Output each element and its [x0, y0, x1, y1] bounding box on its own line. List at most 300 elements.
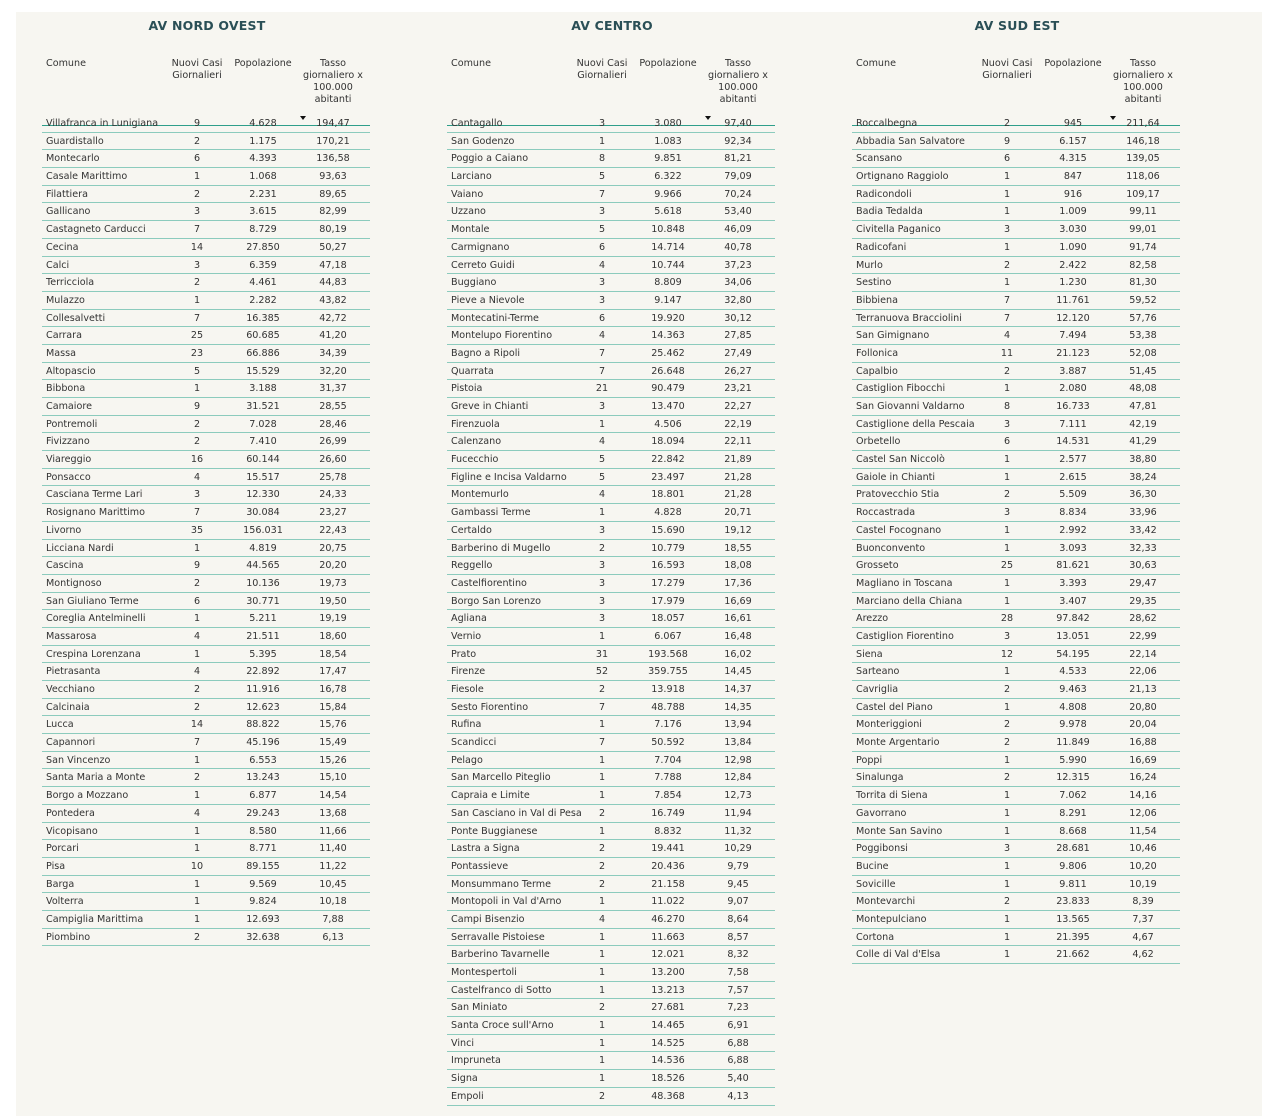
table-row: [447, 133, 775, 151]
cell-comune: Castiglion Fiorentino: [856, 630, 954, 642]
cell-nuovi-casi: 1: [598, 719, 606, 731]
cell-comune: Licciana Nardi: [46, 542, 114, 554]
cell-popolazione: 4.828: [654, 507, 682, 519]
cell-nuovi-casi: 1: [1003, 241, 1011, 253]
cell-nuovi-casi: 3: [598, 118, 606, 129]
cell-popolazione: 7.854: [654, 790, 682, 802]
cell-nuovi-casi: 21: [595, 383, 609, 395]
cell-nuovi-casi: 2: [193, 135, 201, 147]
cell-popolazione: 27.850: [246, 241, 280, 253]
cell-popolazione: 1.083: [654, 135, 682, 147]
cell-tasso: 14,54: [319, 790, 347, 802]
cell-nuovi-casi: 1: [598, 1073, 606, 1085]
table-row: [447, 752, 775, 770]
cell-tasso: 18,55: [724, 542, 752, 554]
cell-popolazione: 15.529: [246, 365, 280, 377]
table-row: [852, 292, 1180, 310]
table-title: AV SUD EST: [974, 18, 1060, 33]
cell-tasso: 29,35: [1129, 595, 1157, 607]
table-row: [42, 557, 370, 575]
cell-tasso: 7,58: [727, 967, 749, 978]
header-popolazione[interactable]: Popolazione: [1044, 58, 1102, 69]
table-row: [852, 203, 1180, 221]
cell-nuovi-casi: 16: [190, 454, 204, 466]
cell-nuovi-casi: 1: [1003, 524, 1011, 536]
cell-tasso: 97,40: [724, 118, 752, 129]
cell-tasso: 52,08: [1129, 347, 1157, 359]
cell-tasso: 15,84: [319, 701, 347, 713]
cell-nuovi-casi: 23: [190, 347, 204, 359]
table-row: [42, 398, 370, 416]
cell-nuovi-casi: 1: [598, 984, 606, 996]
cell-nuovi-casi: 3: [598, 595, 606, 607]
cell-comune: Cavriglia: [856, 684, 899, 695]
cell-comune: Coreglia Antelminelli: [46, 613, 146, 625]
cell-tasso: 10,19: [1129, 878, 1157, 890]
table-row: [447, 929, 775, 947]
cell-comune: Sovicille: [856, 878, 896, 890]
cell-nuovi-casi: 12: [1000, 648, 1014, 660]
cell-nuovi-casi: 10: [190, 860, 204, 872]
cell-tasso: 11,54: [1129, 825, 1157, 837]
table-row: [42, 363, 370, 381]
cell-nuovi-casi: 35: [190, 524, 204, 536]
header-tasso[interactable]: Tasso giornaliero x 100.000 abitanti: [1113, 58, 1173, 105]
cell-popolazione: 2.080: [1059, 383, 1087, 395]
cell-popolazione: 7.494: [1059, 330, 1087, 342]
table-title: AV NORD OVEST: [148, 18, 266, 33]
table-row: [447, 734, 775, 752]
cell-popolazione: 359.755: [648, 666, 688, 678]
cell-tasso: 93,63: [319, 171, 347, 183]
cell-popolazione: 12.330: [246, 489, 280, 501]
cell-tasso: 47,81: [1129, 401, 1157, 412]
table-row: [852, 593, 1180, 611]
cell-nuovi-casi: 1: [193, 613, 201, 625]
table-row: [447, 876, 775, 894]
cell-tasso: 8,57: [727, 931, 749, 943]
cell-tasso: 7,88: [322, 913, 344, 925]
cell-comune: Pontedera: [46, 807, 95, 819]
cell-nuovi-casi: 5: [598, 224, 606, 236]
cell-tasso: 79,09: [724, 171, 752, 183]
cell-popolazione: 3.393: [1059, 577, 1087, 589]
table-row: [42, 734, 370, 752]
table-row: [852, 257, 1180, 275]
cell-nuovi-casi: 4: [193, 666, 201, 678]
cell-popolazione: 8.834: [1059, 507, 1087, 519]
cell-comune: Piombino: [46, 931, 91, 943]
cell-tasso: 28,55: [319, 401, 347, 412]
cell-comune: Casciana Terme Lari: [46, 489, 143, 501]
cell-tasso: 22,99: [1129, 630, 1157, 642]
cell-nuovi-casi: 4: [598, 259, 606, 271]
cell-comune: Roccastrada: [856, 507, 916, 519]
cell-nuovi-casi: 2: [193, 418, 201, 430]
cell-nuovi-casi: 7: [193, 312, 201, 324]
cell-comune: Castagneto Carducci: [46, 224, 146, 236]
cell-tasso: 48,08: [1129, 383, 1157, 395]
cell-nuovi-casi: 1: [1003, 471, 1011, 483]
cell-tasso: 17,47: [319, 666, 347, 678]
cell-tasso: 30,63: [1129, 560, 1157, 572]
cell-popolazione: 11.761: [1056, 294, 1090, 306]
cell-nuovi-casi: 2: [598, 860, 606, 872]
cell-popolazione: 12.315: [1056, 772, 1090, 784]
table-row: [42, 575, 370, 593]
table-row: [447, 699, 775, 717]
cell-popolazione: 6.322: [654, 171, 682, 183]
cell-popolazione: 14.525: [651, 1037, 685, 1049]
cell-popolazione: 193.568: [648, 648, 688, 660]
cell-popolazione: 4.819: [249, 542, 277, 554]
cell-popolazione: 16.385: [246, 312, 280, 324]
cell-comune: Pratovecchio Stia: [856, 489, 940, 501]
cell-comune: Follonica: [856, 347, 899, 359]
cell-popolazione: 6.157: [1059, 135, 1087, 147]
cell-tasso: 38,24: [1129, 471, 1157, 483]
cell-popolazione: 9.811: [1059, 878, 1087, 890]
cell-popolazione: 21.511: [246, 630, 280, 642]
cell-tasso: 18,08: [724, 560, 752, 572]
table-row: [852, 522, 1180, 540]
table-row: [42, 486, 370, 504]
cell-comune: Terricciola: [46, 277, 95, 289]
header-popolazione[interactable]: Popolazione: [639, 58, 697, 69]
cell-tasso: 6,91: [727, 1020, 749, 1032]
cell-popolazione: 14.465: [651, 1020, 685, 1032]
cell-popolazione: 3.615: [249, 206, 277, 218]
table-row: [447, 380, 775, 398]
cell-popolazione: 13.470: [651, 401, 685, 412]
cell-nuovi-casi: 8: [598, 153, 606, 165]
table-row: [852, 946, 1180, 964]
cell-tasso: 7,57: [727, 984, 749, 996]
cell-comune: Scansano: [856, 153, 903, 165]
cell-comune: Vernio: [451, 630, 482, 642]
cell-nuovi-casi: 1: [193, 754, 201, 766]
cell-popolazione: 4.506: [654, 418, 682, 430]
cell-comune: Orbetello: [856, 436, 901, 448]
table-row: [852, 469, 1180, 487]
cell-tasso: 19,12: [724, 524, 752, 536]
table-row: [447, 840, 775, 858]
cell-comune: Carrara: [46, 330, 82, 342]
cell-comune: Calcinaia: [46, 701, 90, 713]
cell-comune: Certaldo: [451, 524, 492, 536]
cell-nuovi-casi: 7: [1003, 294, 1011, 306]
cell-nuovi-casi: 1: [1003, 754, 1011, 766]
cell-comune: Borgo San Lorenzo: [451, 595, 542, 607]
table-row: [42, 433, 370, 451]
header-nuovi-casi[interactable]: Nuovi Casi Giornalieri: [981, 58, 1033, 81]
cell-popolazione: 19.920: [651, 312, 685, 324]
cell-tasso: 80,19: [319, 224, 347, 236]
cell-comune: Quarrata: [451, 365, 494, 377]
cell-popolazione: 13.213: [651, 984, 685, 996]
table-row: [852, 805, 1180, 823]
cell-tasso: 28,46: [319, 418, 347, 430]
cell-tasso: 41,20: [319, 330, 347, 342]
cell-tasso: 92,34: [724, 135, 752, 147]
cell-popolazione: 1.175: [249, 135, 277, 147]
table-row: [447, 310, 775, 328]
cell-comune: Cascina: [46, 560, 84, 572]
header-comune[interactable]: Comune: [46, 58, 86, 69]
cell-popolazione: 8.809: [654, 277, 682, 289]
table-row: [852, 416, 1180, 434]
cell-comune: Altopascio: [46, 365, 96, 377]
cell-popolazione: 5.509: [1059, 489, 1087, 501]
cell-nuovi-casi: 6: [1003, 153, 1011, 165]
cell-tasso: 33,96: [1129, 507, 1157, 519]
cell-nuovi-casi: 4: [1003, 330, 1011, 342]
header-popolazione[interactable]: Popolazione: [234, 58, 292, 69]
cell-nuovi-casi: 1: [598, 630, 606, 642]
table-row: [447, 1035, 775, 1053]
cell-popolazione: 3.093: [1059, 542, 1087, 554]
cell-popolazione: 1.009: [1059, 206, 1087, 218]
cell-tasso: 23,27: [319, 507, 347, 519]
cell-comune: Pisa: [46, 860, 66, 872]
cell-comune: Castelfranco di Sotto: [451, 984, 552, 996]
cell-nuovi-casi: 1: [193, 294, 201, 306]
table-row: [42, 911, 370, 929]
cell-comune: Firenzuola: [451, 418, 500, 430]
cell-popolazione: 20.436: [651, 860, 685, 872]
cell-comune: Santa Croce sull'Arno: [451, 1020, 554, 1032]
header-nuovi-casi[interactable]: Nuovi Casi Giornalieri: [576, 58, 628, 81]
header-tasso[interactable]: Tasso giornaliero x 100.000 abitanti: [303, 58, 363, 105]
cell-nuovi-casi: 1: [598, 931, 606, 943]
cell-tasso: 25,78: [319, 471, 347, 483]
cell-tasso: 22,27: [724, 401, 752, 412]
cell-nuovi-casi: 2: [1003, 684, 1011, 695]
table-row: [447, 805, 775, 823]
cell-popolazione: 2.422: [1059, 259, 1087, 271]
cell-popolazione: 12.021: [651, 949, 685, 961]
table-row: [447, 610, 775, 628]
cell-comune: Barga: [46, 878, 75, 890]
cell-popolazione: 88.822: [246, 719, 280, 731]
cell-popolazione: 12.623: [246, 701, 280, 713]
table-row: [447, 345, 775, 363]
cell-popolazione: 48.788: [651, 701, 685, 713]
cell-tasso: 53,40: [724, 206, 752, 218]
cell-tasso: 27,49: [724, 347, 752, 359]
cell-popolazione: 12.693: [246, 913, 280, 925]
cell-popolazione: 7.788: [654, 772, 682, 784]
cell-nuovi-casi: 2: [598, 1002, 606, 1014]
cell-nuovi-casi: 6: [193, 595, 201, 607]
table-row: [42, 203, 370, 221]
table-row: [852, 858, 1180, 876]
cell-popolazione: 54.195: [1056, 648, 1090, 660]
header-comune[interactable]: Comune: [856, 58, 896, 69]
table-row: [852, 504, 1180, 522]
cell-tasso: 81,30: [1129, 277, 1157, 289]
cell-nuovi-casi: 1: [598, 825, 606, 837]
cell-popolazione: 9.569: [249, 878, 277, 890]
cell-tasso: 14,35: [724, 701, 752, 713]
cell-tasso: 47,18: [319, 259, 347, 271]
cell-popolazione: 30.771: [246, 595, 280, 607]
header-comune[interactable]: Comune: [451, 58, 491, 69]
cell-comune: Vinci: [451, 1037, 475, 1049]
cell-comune: Castel Focognano: [856, 524, 942, 536]
cell-comune: Cecina: [46, 241, 79, 253]
table-row: [447, 1017, 775, 1035]
table-row: [447, 540, 775, 558]
table-row: [42, 787, 370, 805]
cell-tasso: 10,20: [1129, 860, 1157, 872]
cell-tasso: 21,89: [724, 454, 752, 466]
cell-comune: Impruneta: [451, 1055, 501, 1067]
header-tasso[interactable]: Tasso giornaliero x 100.000 abitanti: [708, 58, 768, 105]
table-row: [852, 363, 1180, 381]
cell-tasso: 29,47: [1129, 577, 1157, 589]
cell-popolazione: 9.966: [654, 188, 682, 200]
cell-tasso: 136,58: [316, 153, 350, 165]
table-row: [852, 451, 1180, 469]
table-title: AV CENTRO: [571, 18, 653, 33]
cell-nuovi-casi: 2: [1003, 259, 1011, 271]
cell-comune: Lastra a Signa: [451, 843, 520, 855]
cell-tasso: 19,50: [319, 595, 347, 607]
cell-tasso: 7,23: [727, 1002, 749, 1014]
cell-nuovi-casi: 1: [1003, 807, 1011, 819]
cell-comune: Roccalbegna: [856, 118, 918, 129]
table-row: [42, 610, 370, 628]
cell-popolazione: 5.211: [249, 613, 277, 625]
cell-nuovi-casi: 1: [1003, 931, 1011, 943]
cell-tasso: 70,24: [724, 188, 752, 200]
cell-comune: Guardistallo: [46, 135, 104, 147]
table-row: [447, 593, 775, 611]
table-row: [447, 486, 775, 504]
cell-popolazione: 7.111: [1059, 418, 1087, 430]
cell-nuovi-casi: 6: [598, 312, 606, 324]
cell-popolazione: 14.714: [651, 241, 685, 253]
cell-popolazione: 21.158: [651, 878, 685, 890]
cell-tasso: 22,19: [724, 418, 752, 430]
cell-tasso: 4,62: [1132, 949, 1154, 961]
cell-popolazione: 9.463: [1059, 684, 1087, 695]
table-row: [852, 274, 1180, 292]
cell-tasso: 81,21: [724, 153, 752, 165]
cell-popolazione: 4.808: [1059, 701, 1087, 713]
cell-popolazione: 50.592: [651, 737, 685, 749]
cell-tasso: 12,06: [1129, 807, 1157, 819]
table-row: [42, 274, 370, 292]
cell-comune: Terranuova Bracciolini: [856, 312, 962, 324]
cell-comune: Scandicci: [451, 737, 497, 749]
cell-nuovi-casi: 3: [193, 259, 201, 271]
cell-tasso: 42,72: [319, 312, 347, 324]
table-row: [42, 663, 370, 681]
cell-comune: Villafranca in Lunigiana: [46, 118, 159, 129]
cell-nuovi-casi: 2: [1003, 118, 1011, 129]
table-row: [447, 769, 775, 787]
cell-tasso: 18,60: [319, 630, 347, 642]
cell-nuovi-casi: 3: [598, 294, 606, 306]
cell-nuovi-casi: 2: [1003, 896, 1011, 908]
cell-popolazione: 21.123: [1056, 347, 1090, 359]
cell-comune: San Gimignano: [856, 330, 930, 342]
table-row: [852, 221, 1180, 239]
cell-popolazione: 8.580: [249, 825, 277, 837]
cell-comune: Montale: [451, 224, 490, 236]
cell-tasso: 16,69: [724, 595, 752, 607]
cell-comune: Montignoso: [46, 577, 102, 589]
table-row: [42, 681, 370, 699]
report-page: [16, 12, 1262, 1116]
table-row: [42, 929, 370, 947]
cell-tasso: 99,11: [1129, 206, 1157, 218]
cell-popolazione: 11.849: [1056, 737, 1090, 749]
cell-popolazione: 156.031: [243, 524, 283, 536]
cell-nuovi-casi: 2: [598, 1090, 606, 1102]
table-row: [42, 593, 370, 611]
cell-comune: Civitella Paganico: [856, 224, 941, 236]
cell-comune: Santa Maria a Monte: [46, 772, 146, 784]
cell-popolazione: 6.359: [249, 259, 277, 271]
table-row: [447, 787, 775, 805]
cell-popolazione: 945: [1063, 118, 1083, 129]
table-row: [42, 628, 370, 646]
cell-popolazione: 13.051: [1056, 630, 1090, 642]
cell-tasso: 7,37: [1132, 913, 1154, 925]
cell-tasso: 12,73: [724, 790, 752, 802]
cell-comune: Cantagallo: [451, 118, 503, 129]
cell-comune: Buonconvento: [856, 542, 926, 554]
cell-popolazione: 5.990: [1059, 754, 1087, 766]
table-row: [447, 911, 775, 929]
cell-tasso: 8,64: [727, 913, 749, 925]
cell-comune: Borgo a Mozzano: [46, 790, 129, 802]
cell-popolazione: 10.848: [651, 224, 685, 236]
cell-comune: San Giovanni Valdarno: [856, 401, 965, 412]
table-row: [852, 433, 1180, 451]
table-row: [42, 451, 370, 469]
cell-nuovi-casi: 1: [193, 878, 201, 890]
cell-nuovi-casi: 1: [1003, 666, 1011, 678]
cell-popolazione: 11.663: [651, 931, 685, 943]
cell-comune: Monte San Savino: [856, 825, 943, 837]
cell-nuovi-casi: 4: [598, 330, 606, 342]
cell-nuovi-casi: 1: [1003, 577, 1011, 589]
table-row: [447, 628, 775, 646]
cell-comune: Montespertoli: [451, 967, 517, 978]
cell-tasso: 42,19: [1129, 418, 1157, 430]
table-row: [852, 840, 1180, 858]
cell-popolazione: 11.022: [651, 896, 685, 908]
cell-nuovi-casi: 9: [193, 560, 201, 572]
cell-nuovi-casi: 2: [193, 188, 201, 200]
cell-tasso: 20,80: [1129, 701, 1157, 713]
cell-tasso: 50,27: [319, 241, 347, 253]
cell-comune: Calci: [46, 259, 70, 271]
cell-comune: Gavorrano: [856, 807, 907, 819]
table-row: [42, 380, 370, 398]
cell-tasso: 17,36: [724, 577, 752, 589]
cell-comune: Abbadia San Salvatore: [856, 135, 965, 147]
cell-nuovi-casi: 1: [1003, 171, 1011, 183]
header-nuovi-casi[interactable]: Nuovi Casi Giornalieri: [171, 58, 223, 81]
table-row: [852, 575, 1180, 593]
cell-comune: Monsummano Terme: [451, 878, 552, 890]
cell-tasso: 37,23: [724, 259, 752, 271]
